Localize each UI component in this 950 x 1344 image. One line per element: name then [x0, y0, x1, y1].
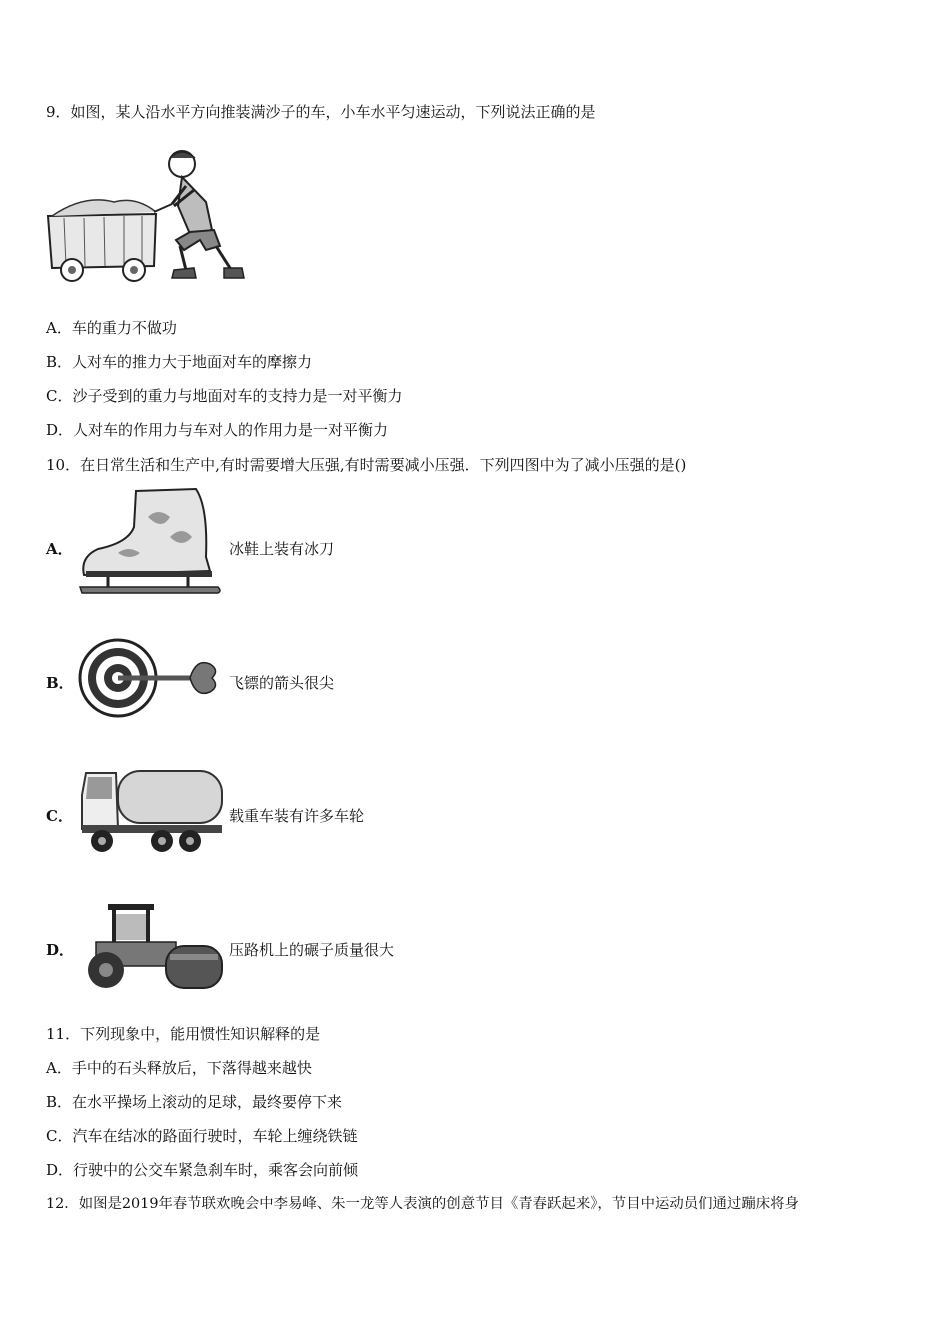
heavy-truck-image [78, 765, 224, 859]
q9-option-b: B．人对车的推力大于地面对车的摩擦力 [46, 353, 313, 371]
q11-option-a: A．手中的石头释放后，下落得越来越快 [46, 1059, 312, 1077]
q11-option-d: D．行驶中的公交车紧急刹车时，乘客会向前倾 [46, 1161, 359, 1179]
q10-option-b-caption: 飞镖的箭头很尖 [229, 674, 335, 692]
q11-option-b: B．在水平操场上滚动的足球，最终要停下来 [46, 1093, 343, 1111]
q10-option-d-letter: D． [46, 941, 75, 959]
q10-option-c-caption: 载重车装有许多车轮 [229, 807, 365, 825]
q9-stem: 9．如图，某人沿水平方向推装满沙子的车，小车水平匀速运动，下列说法正确的是 [46, 103, 596, 121]
road-roller-image [78, 900, 226, 992]
q10-option-b-letter: B． [46, 674, 74, 692]
q10-stem: 10．在日常生活和生产中,有时需要增大压强,有时需要减小压强．下列四图中为了减小压强的是() [46, 456, 687, 474]
dart-target-image [78, 636, 224, 720]
ice-skate-image [78, 487, 224, 599]
boy-pushing-cart-figure [44, 146, 246, 284]
q10-option-d-caption: 压路机上的碾子质量很大 [229, 941, 395, 959]
q10-option-a-letter: A． [46, 540, 73, 558]
q12-stem: 12．如图是2019年春节联欢晚会中李易峰、朱一龙等人表演的创意节目《青春跃起来》，节目中运动员们通过蹦床将身 [46, 1196, 799, 1212]
q9-option-c: C．沙子受到的重力与地面对车的支持力是一对平衡力 [46, 387, 403, 405]
q9-option-a: A．车的重力不做功 [46, 319, 177, 337]
q9-option-d: D．人对车的作用力与车对人的作用力是一对平衡力 [46, 421, 389, 439]
q10-option-c-letter: C． [46, 807, 73, 825]
q10-option-a-caption: 冰鞋上装有冰刀 [229, 540, 335, 558]
q11-stem: 11．下列现象中，能用惯性知识解释的是 [46, 1025, 321, 1043]
q11-option-c: C．汽车在结冰的路面行驶时，车轮上缠绕铁链 [46, 1127, 358, 1145]
